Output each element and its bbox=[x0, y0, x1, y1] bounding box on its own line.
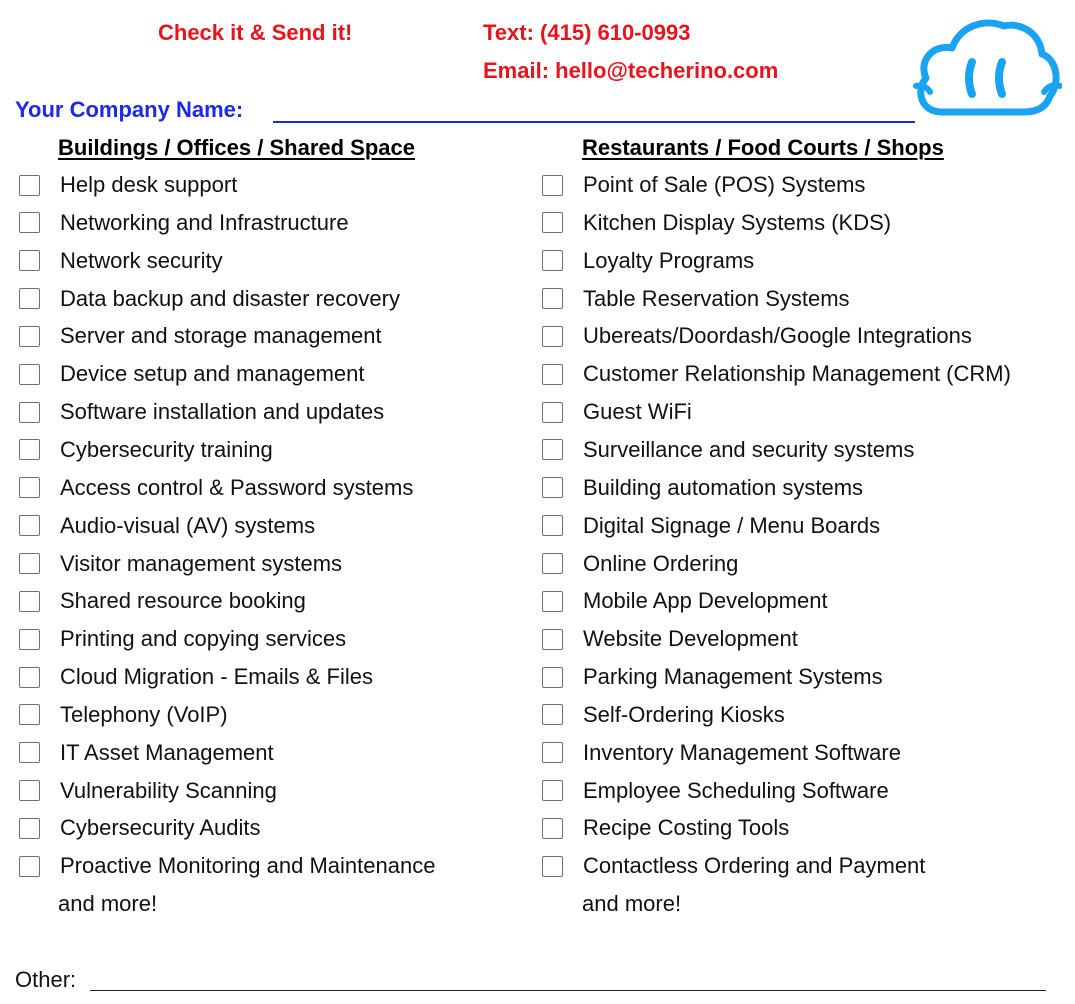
buildings-checklist-item[interactable] bbox=[19, 431, 273, 469]
checklist-item-label: Network security bbox=[60, 247, 223, 273]
restaurants-checklist-item[interactable] bbox=[542, 355, 1011, 393]
checklist-item-label: Telephony (VoIP) bbox=[60, 701, 228, 727]
buildings-checklist-item[interactable] bbox=[19, 658, 373, 696]
buildings-checklist-item[interactable] bbox=[19, 317, 382, 355]
checkbox-icon[interactable] bbox=[19, 477, 40, 498]
restaurants-checklist-item[interactable] bbox=[542, 696, 785, 734]
company-name-label: Your Company Name: bbox=[15, 97, 244, 122]
checklist-item-label: Inventory Management Software bbox=[583, 739, 901, 765]
checkbox-icon[interactable] bbox=[542, 250, 563, 271]
checkbox-icon[interactable] bbox=[542, 591, 563, 612]
buildings-checklist-item[interactable] bbox=[19, 280, 400, 318]
checklist-item-label: Software installation and updates bbox=[60, 399, 385, 425]
restaurants-and-more: and more! bbox=[582, 891, 682, 916]
checkbox-icon[interactable] bbox=[19, 553, 40, 574]
other-label: Other: bbox=[15, 967, 77, 992]
checklist-item-label: Device setup and management bbox=[60, 361, 365, 387]
checklist-item-label: Point of Sale (POS) Systems bbox=[583, 172, 866, 197]
checkbox-icon[interactable] bbox=[19, 818, 40, 839]
buildings-checklist-item[interactable] bbox=[19, 204, 349, 242]
restaurants-checklist-item[interactable] bbox=[542, 393, 692, 431]
checklist-item-label: Contactless Ordering and Payment bbox=[583, 853, 926, 879]
restaurants-checklist-item[interactable] bbox=[542, 317, 972, 355]
cloud-face-logo-icon bbox=[912, 12, 1062, 128]
checkbox-icon[interactable] bbox=[19, 742, 40, 763]
checkbox-icon[interactable] bbox=[542, 515, 563, 536]
checklist-item-label: Building automation systems bbox=[583, 474, 864, 500]
checklist-item-label: Printing and copying services bbox=[60, 626, 347, 652]
checkbox-icon[interactable] bbox=[19, 667, 40, 688]
checkbox-icon[interactable] bbox=[19, 175, 40, 196]
checklist-item-label: Visitor management systems bbox=[60, 550, 343, 576]
restaurants-checklist-item[interactable] bbox=[542, 658, 883, 696]
checkbox-icon[interactable] bbox=[19, 591, 40, 612]
restaurants-checklist-item[interactable] bbox=[542, 772, 889, 810]
checklist-item-label: Online Ordering bbox=[583, 550, 739, 576]
buildings-checklist-item[interactable] bbox=[19, 393, 384, 431]
checkbox-icon[interactable] bbox=[542, 818, 563, 839]
checklist-item-label: Shared resource booking bbox=[60, 588, 306, 614]
checklist-item-label: Networking and Infrastructure bbox=[60, 209, 349, 235]
restaurants-checklist-item[interactable] bbox=[542, 545, 738, 583]
restaurants-checklist-item[interactable] bbox=[542, 242, 754, 280]
buildings-checklist-item[interactable] bbox=[19, 620, 346, 658]
checkbox-icon[interactable] bbox=[542, 212, 563, 233]
restaurants-checklist-item[interactable] bbox=[542, 734, 901, 772]
buildings-checklist-item[interactable] bbox=[19, 507, 315, 545]
checkbox-icon[interactable] bbox=[19, 402, 40, 423]
checklist-item-label: Self-Ordering Kiosks bbox=[583, 701, 785, 727]
checklist-item-label: Employee Scheduling Software bbox=[583, 777, 889, 803]
checkbox-icon[interactable] bbox=[19, 856, 40, 877]
buildings-checklist-item[interactable] bbox=[19, 809, 261, 847]
checkbox-icon[interactable] bbox=[19, 439, 40, 460]
checkbox-icon[interactable] bbox=[542, 780, 563, 801]
buildings-checklist-item[interactable] bbox=[19, 734, 274, 772]
buildings-checklist-item[interactable] bbox=[19, 355, 365, 393]
buildings-checklist-item[interactable] bbox=[19, 166, 237, 204]
buildings-checklist-item[interactable] bbox=[19, 696, 228, 734]
checklist-item-label: Cybersecurity training bbox=[60, 436, 273, 462]
checklist-item-label: Table Reservation Systems bbox=[583, 285, 850, 311]
checklist-item-label: Cybersecurity Audits bbox=[60, 815, 261, 841]
checkbox-icon[interactable] bbox=[19, 704, 40, 725]
buildings-checklist-item[interactable] bbox=[19, 772, 277, 810]
checkbox-icon[interactable] bbox=[19, 250, 40, 271]
restaurants-checklist-item[interactable] bbox=[542, 469, 863, 507]
contact-phone: Text: (415) 610-0993 bbox=[483, 20, 691, 45]
checklist-item-label: Data backup and disaster recovery bbox=[60, 285, 400, 311]
tagline: Check it & Send it! bbox=[158, 20, 353, 45]
buildings-checklist-item[interactable] bbox=[19, 582, 306, 620]
contact-email: Email: hello@techerino.com bbox=[483, 58, 779, 83]
restaurants-checklist-item[interactable] bbox=[542, 204, 891, 242]
checklist-item-label: Cloud Migration - Emails & Files bbox=[60, 664, 373, 690]
checkbox-icon[interactable] bbox=[19, 515, 40, 536]
checkbox-icon[interactable] bbox=[542, 667, 563, 688]
checklist-item-label: Recipe Costing Tools bbox=[583, 815, 790, 841]
checkbox-icon[interactable] bbox=[542, 402, 563, 423]
checkbox-icon[interactable] bbox=[19, 212, 40, 233]
checkbox-icon[interactable] bbox=[19, 326, 40, 347]
checkbox-icon[interactable] bbox=[542, 326, 563, 347]
checkbox-icon[interactable] bbox=[19, 780, 40, 801]
checkbox-icon[interactable] bbox=[542, 553, 563, 574]
checklist-item-label: Surveillance and security systems bbox=[583, 436, 915, 462]
buildings-heading: Buildings / Offices / Shared Space bbox=[58, 135, 415, 160]
restaurants-checklist-item[interactable] bbox=[542, 507, 880, 545]
checklist-item-label: Audio-visual (AV) systems bbox=[60, 512, 316, 538]
checklist-item-label: Website Development bbox=[583, 626, 798, 652]
checkbox-icon[interactable] bbox=[542, 288, 563, 309]
checklist-item-label: Guest WiFi bbox=[583, 399, 692, 425]
restaurants-checklist-item[interactable] bbox=[542, 847, 925, 885]
checkbox-icon[interactable] bbox=[19, 288, 40, 309]
checklist-item-label: Loyalty Programs bbox=[583, 247, 755, 273]
buildings-and-more: and more! bbox=[58, 891, 158, 916]
checkbox-icon[interactable] bbox=[542, 704, 563, 725]
checkbox-icon[interactable] bbox=[542, 175, 563, 196]
checklist-item-label: Ubereats/Doordash/Google Integrations bbox=[583, 323, 972, 349]
checklist-item-label: Customer Relationship Management (CRM) bbox=[583, 361, 1011, 387]
checklist-item-label: Kitchen Display Systems (KDS) bbox=[583, 209, 892, 235]
checklist-item-label: Access control & Password systems bbox=[60, 474, 414, 500]
restaurants-checklist-item[interactable] bbox=[542, 582, 828, 620]
restaurants-checklist-item[interactable] bbox=[542, 166, 865, 204]
buildings-checklist-item[interactable] bbox=[19, 469, 413, 507]
buildings-checklist-item[interactable] bbox=[19, 242, 223, 280]
checklist-item-label: Server and storage management bbox=[60, 323, 382, 349]
checkbox-icon[interactable] bbox=[542, 856, 563, 877]
restaurants-checklist-item[interactable] bbox=[542, 809, 789, 847]
other-input-line[interactable] bbox=[90, 990, 1046, 991]
checklist-item-label: Help desk support bbox=[60, 172, 238, 197]
checkbox-icon[interactable] bbox=[542, 477, 563, 498]
checkbox-icon[interactable] bbox=[542, 439, 563, 460]
checklist-item-label: Digital Signage / Menu Boards bbox=[583, 512, 881, 538]
checklist-item-label: IT Asset Management bbox=[60, 739, 274, 765]
restaurants-checklist-item[interactable] bbox=[542, 620, 798, 658]
checkbox-icon[interactable] bbox=[19, 629, 40, 650]
checkbox-icon[interactable] bbox=[19, 364, 40, 385]
checklist-item-label: Parking Management Systems bbox=[583, 664, 883, 690]
checkbox-icon[interactable] bbox=[542, 742, 563, 763]
checkbox-icon[interactable] bbox=[542, 629, 563, 650]
restaurants-heading: Restaurants / Food Courts / Shops bbox=[582, 135, 944, 160]
checkbox-icon[interactable] bbox=[542, 364, 563, 385]
checklist-item-label: Vulnerability Scanning bbox=[60, 777, 277, 803]
checklist-item-label: Mobile App Development bbox=[583, 588, 828, 614]
restaurants-checklist-item[interactable] bbox=[542, 431, 914, 469]
checklist-item-label: Proactive Monitoring and Maintenance bbox=[60, 853, 436, 879]
company-name-field[interactable] bbox=[273, 121, 915, 123]
restaurants-checklist-item[interactable] bbox=[542, 280, 850, 318]
buildings-checklist-item[interactable] bbox=[19, 545, 342, 583]
buildings-checklist-item[interactable] bbox=[19, 847, 435, 885]
